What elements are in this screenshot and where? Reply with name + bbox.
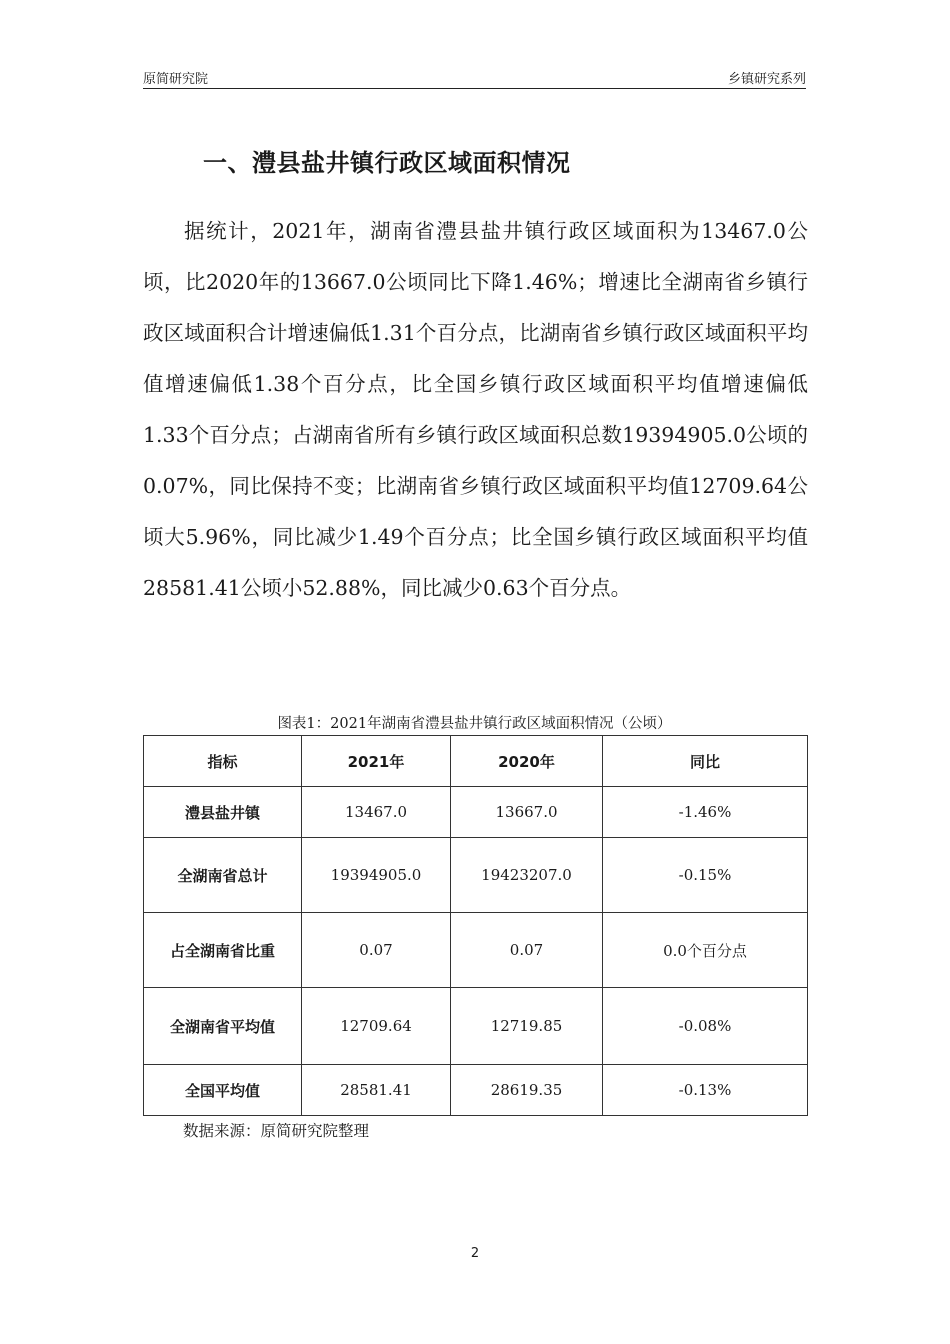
value-2021: 13467.0	[302, 787, 451, 838]
value-yoy: -0.15%	[603, 838, 808, 913]
value-yoy: -0.13%	[603, 1065, 808, 1116]
header-series-name: 乡镇研究系列	[727, 72, 806, 87]
row-label: 全湖南省平均值	[144, 988, 302, 1065]
value-2021: 0.07	[302, 913, 451, 988]
header-2020: 2020年	[451, 736, 603, 787]
table-caption: 图表1：2021年湖南省澧县盐井镇行政区域面积情况（公顷）	[277, 716, 672, 732]
row-label: 全湖南省总计	[144, 838, 302, 913]
table-row	[144, 988, 808, 1065]
value-yoy: -0.08%	[603, 988, 808, 1065]
area-table	[143, 735, 808, 1116]
value-2021: 28581.41	[302, 1065, 451, 1116]
row-label: 澧县盐井镇	[144, 787, 302, 838]
value-2020: 12719.85	[451, 988, 603, 1065]
value-2020: 0.07	[451, 913, 603, 988]
value-yoy: -1.46%	[603, 787, 808, 838]
header-yoy: 同比	[603, 736, 808, 787]
table-row	[144, 787, 808, 838]
value-2021: 12709.64	[302, 988, 451, 1065]
page-number: 2	[470, 1246, 480, 1261]
row-label: 全国平均值	[144, 1065, 302, 1116]
row-label: 占全湖南省比重	[144, 913, 302, 988]
body-paragraph: 据统计，2021年，湖南省澧县盐井镇行政区域面积为13467.0公顷，比2020年的13667.0公顷同比下降1.46%；增速比全湖南省乡镇行政区域面积合计增速偏低1.31个百分点，比湖南省乡镇行政区域面积平均值增速偏低1.38个百分点，比全国乡镇行政区域面积平均值增速偏低1.33个百分点；占湖南省所有乡镇行政区域面积总数19394905.0公顷的0.07%，同比保持不变；比湖南省乡镇行政区域面积平均值12709.64公顷大5.96%，同比减少1.49个百分点；比全国乡镇行政区域面积平均值28581.41公顷小52.88%，同比减少0.63个百分点。	[143, 219, 808, 600]
value-yoy: 0.0个百分点	[603, 913, 808, 988]
header-2021: 2021年	[302, 736, 451, 787]
header-indicator: 指标	[144, 736, 302, 787]
section-title: 一、澧县盐井镇行政区域面积情况	[203, 149, 571, 177]
data-source-note: 数据来源：原简研究院整理	[183, 1122, 370, 1140]
body-text	[143, 206, 808, 614]
value-2021: 19394905.0	[302, 838, 451, 913]
value-2020: 19423207.0	[451, 838, 603, 913]
table-row	[144, 838, 808, 913]
value-2020: 13667.0	[451, 787, 603, 838]
page-header	[143, 66, 806, 89]
table-row	[144, 913, 808, 988]
table-row	[144, 1065, 808, 1116]
table-header-row	[144, 736, 808, 787]
value-2020: 28619.35	[451, 1065, 603, 1116]
header-org-name: 原简研究院	[143, 72, 209, 87]
